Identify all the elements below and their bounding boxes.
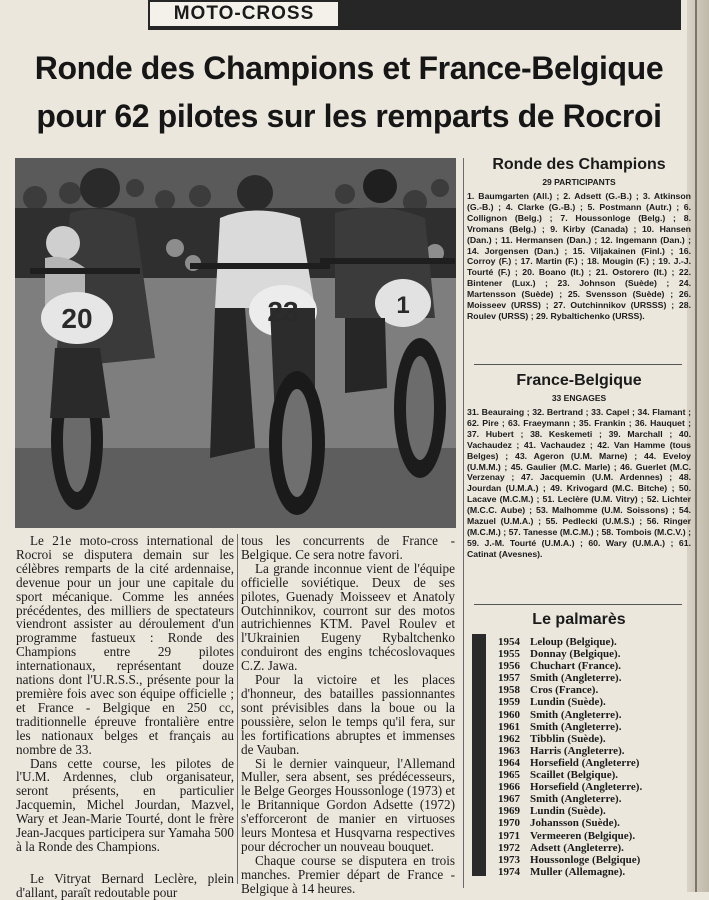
fb-title: France-Belgique: [516, 372, 642, 389]
sidebar-separator: [474, 364, 682, 365]
palmares-year: 1973: [498, 853, 520, 866]
palmares-row: [498, 805, 698, 817]
section-label: MOTO-CROSS: [148, 0, 340, 28]
palmares-winner: Adsett (Angleterre).: [530, 841, 624, 854]
palmares-year: 1957: [498, 672, 520, 685]
palmares-year: 1958: [498, 684, 520, 697]
palmares-year: 1956: [498, 660, 520, 673]
sidebar-divider: [463, 158, 464, 888]
palmares-row: [498, 757, 698, 769]
palmares-table: [498, 636, 698, 878]
palmares-row: [498, 733, 698, 745]
photo-illustration: [15, 158, 456, 528]
palmares-row: [498, 684, 698, 696]
palmares-row: [498, 672, 698, 684]
section-banner: [148, 0, 681, 30]
palmares-title: Le palmarès: [532, 611, 626, 628]
palmares-row: [498, 817, 698, 829]
race-photo: [15, 158, 456, 528]
palmares-year: 1962: [498, 732, 520, 745]
palmares-year: 1955: [498, 648, 520, 661]
plate-number-1: 20: [61, 303, 93, 334]
palmares-year: 1970: [498, 817, 520, 830]
palmares-year: 1966: [498, 781, 520, 794]
article-paragraph: tous les concurrents de France - Belgique. Ce sera notre favori.: [241, 533, 455, 562]
palmares-winner: Houssonloge (Belgique): [530, 853, 641, 866]
article-paragraph: Dans cette course, les pilotes de l'U.M. Ardennes, club organisateur, seront présents, en particulier Jacquemin, Michel Jourdan, Mazvel, Wary et Jean-Marie Tourté, dont le frère Jean-Jacques participera sur Yamaha 500 à la Ronde des Champions.: [16, 755, 234, 854]
palmares-winner: Leloup (Belgique).: [530, 636, 617, 648]
headline: [14, 44, 684, 140]
palmares-row: [498, 660, 698, 672]
ronde-box: [467, 156, 691, 322]
fb-subtitle: 33 ENGAGES: [551, 393, 607, 403]
palmares-year: 1959: [498, 696, 520, 709]
palmares-year: 1961: [498, 720, 520, 733]
palmares-year: 1971: [498, 829, 520, 842]
palmares-year: 1963: [498, 744, 520, 757]
palmares-winner: Vermeeren (Belgique).: [530, 829, 636, 842]
article-paragraph: Le Vitryat Bernard Leclère, plein d'allant, paraît redoutable pour: [16, 871, 234, 900]
palmares-year: 1969: [498, 805, 520, 818]
palmares-year: 1964: [498, 756, 520, 769]
palmares-row: [498, 721, 698, 733]
article-paragraph: La grande inconnue vient de l'équipe officielle soviétique. Deux de ses pilotes, Guenady Moisseev et Anatoly Outchinnikov, courront sur des motos autrichiennes KTM. Pavel Roulev et l'Ukrainien Eugeny Rybaltchenko conduiront des engins tchécoslovaques C.Z. Jawa.: [241, 560, 455, 674]
article-paragraph: Le 21e moto-cross international de Rocroi se disputera demain sur les célèbres remparts de la cité ardennaise, devenue pour un jour une capitale du sport mécanique. Comme les années précédentes, des milliers de spectateurs viendront assister au déroulement d'un programme fastueux : Ronde des Champions entre 29 pilotes internationaux, représentant douze nations dont l'U.R.S.S., présente pour la première fois avec son équipe officielle ; et France - Belgique en 250 cc, traditionnelle épreuve frontalière entre les nationaux belges et français au nombre de 33.: [16, 533, 234, 757]
palmares-row: [498, 830, 698, 842]
palmares-year: 1960: [498, 708, 520, 721]
palmares-row: [498, 648, 698, 660]
palmares-winner: Muller (Allemagne).: [530, 865, 626, 878]
palmares-year: 1974: [498, 865, 520, 878]
ronde-list: 1. Baumgarten (All.) ; 2. Adsett (G.-B.) ; 3. Atkinson (G.-B.) ; 4. Clarke (G.-B.) ; 5. Postmann (Autr.) ; 6. Collignon (Belg.) ; 7. Houssonloge (Belg.) ; 8. Vromans (Belg.) ; 9. Kirby (Canada) ; 10. Hansen (Dan.) ; 11. Hermansen (Dan.) ; 12. Ingemann (Dan.) ; 14. Jorgensen (Dan.) ; 15. Viljakainen (Finl.) ; 16. Corroy (F.) ; 17. Martin (F.) ; 18. Mougin (F.) ; 19. J.-J. Tourté (F.) ; 20. Boano (It.) ; 21. Ostorero (It.) ; 22. Bintener (Lux.) ; 23. Johnson (Suède) ; 24. Martensson (Suède) ; 25. Svensson (Suède) ; 26. Moisseev (URSS) ; 27. Outchinnikov (URSSS) ; 28. Roulev (URSS) ; 29. Rybaltichenko (URSS).: [467, 191, 691, 321]
fb-box: [467, 372, 691, 560]
palmares-winner: Smith (Angleterre).: [530, 708, 622, 721]
article-paragraph: Chaque course se disputera en trois manches. Premier départ de France - Belgique à 14 heures.: [241, 852, 455, 896]
palmares-row: [498, 769, 698, 781]
palmares-row: [498, 781, 698, 793]
palmares-row: [498, 854, 698, 866]
palmares-row: [498, 793, 698, 805]
palmares-row: [498, 636, 698, 648]
palmares-winner: Horsefield (Angleterre).: [530, 781, 643, 794]
palmares-winner: Donnay (Belgique).: [530, 648, 621, 661]
article-column-2: [241, 534, 455, 896]
palmares-winner: Tibblin (Suède).: [530, 732, 606, 745]
palmares-winner: Scaillet (Belgique).: [530, 769, 618, 782]
palmares-year: 1954: [498, 636, 520, 648]
palmares-year: 1972: [498, 841, 520, 854]
palmares-row: [498, 866, 698, 878]
ronde-title: Ronde des Champions: [492, 156, 666, 173]
plate-number-3: 1: [396, 292, 410, 319]
headline-line-2: pour 62 pilotes sur les remparts de Rocroi: [36, 98, 662, 134]
palmares-winner: Lundin (Suède).: [530, 805, 606, 818]
palmares-row: [498, 842, 698, 854]
plate-number-2: 23: [267, 296, 299, 327]
palmares-row: [498, 745, 698, 757]
palmares-winner: Horsefield (Angleterre): [530, 756, 640, 769]
palmares-winner: Johansson (Suède).: [530, 817, 620, 830]
article-column-1: [16, 533, 234, 900]
palmares-winner: Smith (Angleterre).: [530, 672, 622, 685]
palmares-winner: Cros (France).: [530, 684, 599, 697]
ronde-subtitle: 29 PARTICIPANTS: [542, 177, 616, 187]
article-paragraph: Si le dernier vainqueur, l'Allemand Muller, sera absent, ses prédécesseurs, le Belge Georges Houssonloge (1973) et le Britannique Gordon Adsette (1972) s'efforceront de manier en virtuoses leurs Montesa et Husqvarna respectives pour décrocher un nouveau bouquet.: [241, 755, 456, 854]
palmares-winner: Chuchart (France).: [530, 660, 622, 673]
palmares-row: [498, 709, 698, 721]
palmares-winner: Lundin (Suède).: [530, 696, 606, 709]
palmares-winner: Harris (Angleterre).: [530, 744, 625, 757]
palmares-year: 1965: [498, 769, 520, 782]
palmares-winner: Smith (Angleterre).: [530, 720, 622, 733]
palmares-bar: [472, 634, 486, 876]
article-paragraph: Pour la victoire et les places d'honneur, des batailles passionnantes sont prévisibles dans la boue ou la poussière, selon le temps qu'il fera, sur les fortifications abruptes et immenses de Vauban.: [241, 672, 455, 757]
palmares-row: [498, 696, 698, 708]
fb-list: 31. Beauraing ; 32. Bertrand ; 33. Capel ; 34. Flamant ; 62. Pire ; 63. Fraeymann ; 35. Frankin ; 36. Hauquet ; 37. Hubert ; 38. Keskemeti ; 39. Marchall ; 40. Vachaudez ; 41. Vachaudez ; 42. Van Hamme (tous Belges) ; 43. Ageron (U.M. Marne) ; 44. Eveloy (U.M.M.) ; 45. Gaulier (M.C. Marle) ; 46. Guerlet (M.C. Verzenay ; 47. Jacquemin (U.M. Ardennes) ; 48. Jourdan (U.M.A.) ; 49. Krivogard (M.C. Bitche) ; 50. Lacave (M.C.M.) ; 51. Leclère (U.M. Vitry) ; 52. Lichter (M.C.C. Aube) ; 53. Malhomme (U.M. Soissons) ; 54. Mazuel (U.M.A.) ; 55. Pedlecki (U.M.S.) ; 56. Ringer (M.C.M.) ; 57. Tanesse (M.C.M.) ; 58. Tombois (M.C.V.) ; 59. J.-M. Tourté (U.M.A.) ; 60. Wary (U.M.A.) ; 61. Catinat (Avesnes).: [467, 407, 691, 559]
palmares-winner: Smith (Angleterre).: [530, 793, 622, 806]
palmares-year: 1967: [498, 793, 520, 806]
headline-line-1: Ronde des Champions et France-Belgique: [34, 50, 664, 86]
sidebar-separator: [474, 604, 682, 605]
column-divider: [237, 534, 238, 884]
